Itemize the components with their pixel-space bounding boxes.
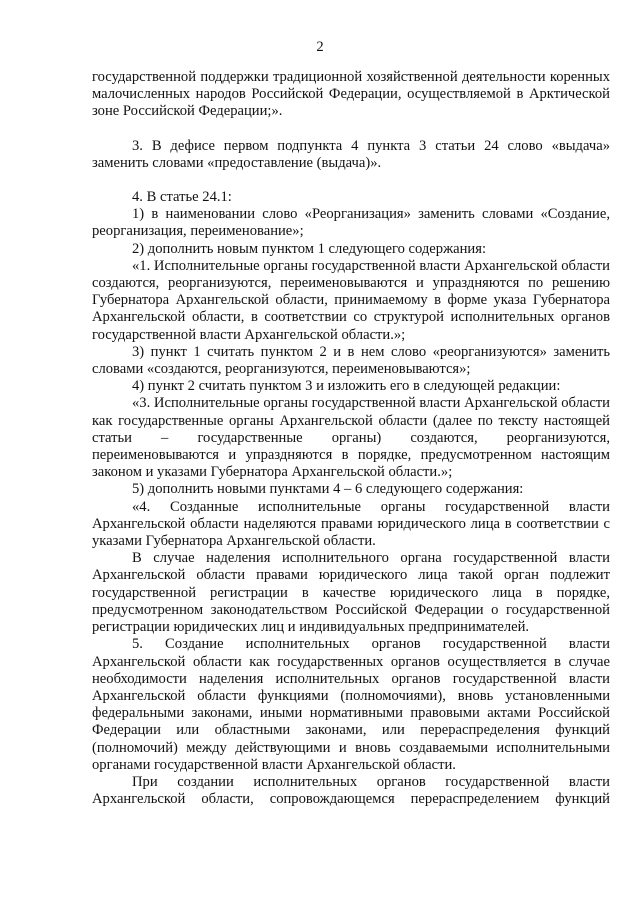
page-number: 2	[316, 39, 324, 55]
quoted-point-1: «1. Исполнительные органы государственной власти Архангельской области создаются, реорганизуются, переименовываются и упраздняются по решению Губернатора Архангельской области, принимаемому в форме указа Губернатора Архангельской области, в соответствии со структурой исполнительных органов государственной власти Архангельской области.»;	[92, 257, 610, 343]
subitem-4: 4) пункт 2 считать пунктом 3 и изложить его в следующей редакции:	[132, 378, 561, 395]
subitem-3: 3) пункт 1 считать пунктом 2 и в нем слово «реорганизуются» заменить словами «создаются, реорганизуются, переименовываются»;	[92, 343, 610, 378]
subitem-5: 5) дополнить новыми пунктами 4 – 6 следующего содержания:	[132, 481, 524, 498]
quoted-point-4: «4. Созданные исполнительные органы государственной власти Архангельской области наделяются правами юридического лица в соответствии с указами Губернатора Архангельской области.	[92, 498, 610, 550]
point-4-registration: В случае наделения исполнительного органа государственной власти Архангельской области правами юридического лица такой орган подлежит государственной регистрации в качестве юридического лица в порядке, предусмотренном законодательством Российской Федерации о государственной регистрации юридических лиц и индивидуальных предпринимателей.	[92, 550, 610, 636]
subitem-1: 1) в наименовании слово «Реорганизация» заменить словами «Создание, реорганизация, переименование»;	[92, 206, 610, 240]
point-5-continuation: При создании исполнительных органов государственной власти Архангельской области, сопровождающемся перераспределением функций	[92, 773, 610, 808]
quoted-point-3: «3. Исполнительные органы государственной власти Архангельской области как государственные органы Архангельской области (далее по тексту настоящей статьи – государственные органы) создаются, реорганизуются, переименовываются и упраздняются в порядке, предусмотренном настоящим законом и указами Губернатора Архангельской области.»;	[92, 395, 610, 481]
paragraph-continuation: государственной поддержки традиционной хозяйственной деятельности коренных малочисленных народов Российской Федерации, осуществляемой в Арктической зоне Российской Федерации;».	[92, 69, 610, 120]
paragraph-item-4-heading: 4. В статье 24.1:	[132, 189, 232, 206]
document-body	[92, 69, 610, 808]
subitem-2: 2) дополнить новым пунктом 1 следующего содержания:	[132, 240, 487, 257]
point-5: 5. Создание исполнительных органов государственной власти Архангельской области как государственных органов осуществляется в случае необходимости наделения исполнительных органов государственной власти Архангельской области функциями (полномочиями), вновь установленными федеральными законами, иными нормативными правовыми актами Российской Федерации или областными законами, или перераспределения функций (полномочий) между действующими и вновь создаваемыми исполнительными органами государственной власти Архангельской области.	[92, 636, 610, 773]
paragraph-item-3: 3. В дефисе первом подпункта 4 пункта 3 статьи 24 слово «выдача» заменить словами «предоставление (выдача)».	[92, 137, 610, 171]
